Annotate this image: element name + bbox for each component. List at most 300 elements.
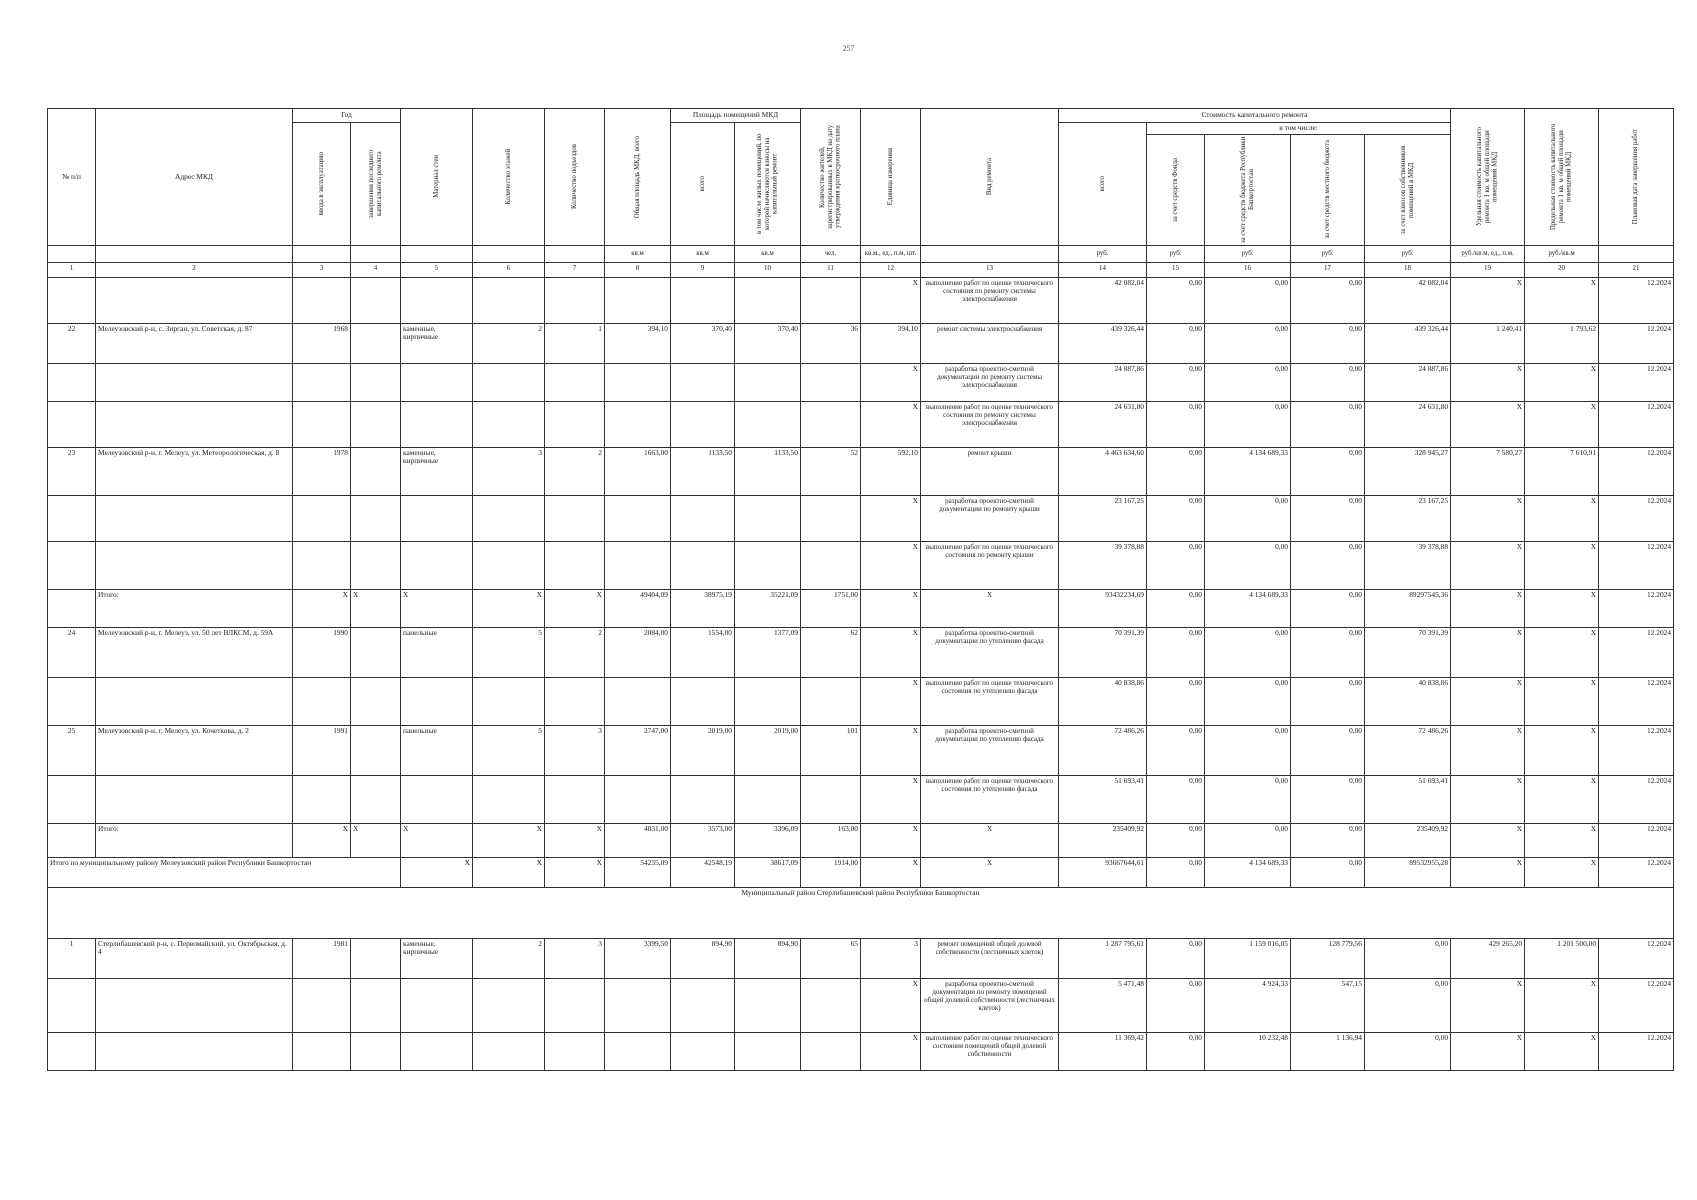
- cell-mb: 0,00: [1291, 627, 1365, 677]
- cell-q: X: [861, 857, 921, 887]
- cell-ar: [671, 363, 735, 401]
- cell-y1: [293, 775, 351, 823]
- cell-pr: X: [1525, 775, 1599, 823]
- header-num: № п/п: [48, 109, 96, 246]
- cell-ent: X: [545, 857, 605, 887]
- cell-ent: [545, 495, 605, 541]
- cell-f: 0,00: [1147, 627, 1205, 677]
- cell-ud: X: [1451, 823, 1525, 857]
- cell-ar: 42548,19: [671, 857, 735, 887]
- cell-own: 0,00: [1365, 978, 1451, 1032]
- cell-s: 93432234,69: [1059, 589, 1147, 627]
- cell-own: 89532955,28: [1365, 857, 1451, 887]
- cell-total: 2747,00: [605, 725, 671, 775]
- cell-pr: X: [1525, 725, 1599, 775]
- cell-ent: 2: [545, 447, 605, 495]
- cell-ar: 38975,19: [671, 589, 735, 627]
- cell-y2: X: [351, 589, 401, 627]
- cell-fl: 2: [473, 323, 545, 363]
- cell-ud: X: [1451, 495, 1525, 541]
- unit-cell: руб.: [1205, 245, 1291, 262]
- cell-d: 12.2024: [1599, 775, 1674, 823]
- cell-own: 235409,92: [1365, 823, 1451, 857]
- cell-d: 12.2024: [1599, 677, 1674, 725]
- cell-n: [48, 1032, 96, 1070]
- cell-n: 22: [48, 323, 96, 363]
- cell-work: выполнение работ по оценке технического состояния по ремонту системы электроснабжения: [921, 277, 1059, 323]
- cell-rb: 0,00: [1205, 363, 1291, 401]
- cell-f: 0,00: [1147, 363, 1205, 401]
- cell-work: выполнение работ по оценке технического состояния помещений общей долевой собственности: [921, 1032, 1059, 1070]
- cell-y2: [351, 277, 401, 323]
- cell-ent: [545, 978, 605, 1032]
- cell-pr: X: [1525, 495, 1599, 541]
- cell-ent: 3: [545, 938, 605, 978]
- cell-pr: X: [1525, 277, 1599, 323]
- cell-f: 0,00: [1147, 857, 1205, 887]
- cell-f: 0,00: [1147, 978, 1205, 1032]
- cell-y2: [351, 725, 401, 775]
- cell-total: 394,10: [605, 323, 671, 363]
- cell-addr: Стерлибашевский р-н, с. Первомайский, ул. Октябрьская, д. 4: [96, 938, 293, 978]
- cell-liv: [735, 775, 801, 823]
- cell-mat: панельные: [401, 627, 473, 677]
- cell-liv: [735, 277, 801, 323]
- cell-q: X: [861, 775, 921, 823]
- cell-fl: [473, 775, 545, 823]
- cell-own: 0,00: [1365, 1032, 1451, 1070]
- cell-ar: [671, 277, 735, 323]
- cell-total: 2084,00: [605, 627, 671, 677]
- column-number: 11: [801, 262, 861, 277]
- cell-y2: [351, 978, 401, 1032]
- cell-pr: X: [1525, 823, 1599, 857]
- cell-ar: [671, 495, 735, 541]
- cell-res: 101: [801, 725, 861, 775]
- cell-addr: [96, 978, 293, 1032]
- cell-fl: 3: [473, 447, 545, 495]
- cell-s: 23 167,25: [1059, 495, 1147, 541]
- cell-liv: [735, 978, 801, 1032]
- cell-total: 3399,50: [605, 938, 671, 978]
- cell-f: 0,00: [1147, 677, 1205, 725]
- cell-f: 0,00: [1147, 401, 1205, 447]
- cell-pr: 1 201 500,00: [1525, 938, 1599, 978]
- cell-res: 65: [801, 938, 861, 978]
- cell-ar: 1554,00: [671, 627, 735, 677]
- column-number: 5: [401, 262, 473, 277]
- cell-q: X: [861, 823, 921, 857]
- cell-ud: X: [1451, 857, 1525, 887]
- cell-rb: 1 159 016,05: [1205, 938, 1291, 978]
- column-number: 21: [1599, 262, 1674, 277]
- cell-y1: [293, 541, 351, 589]
- cell-mb: 0,00: [1291, 401, 1365, 447]
- cell-res: [801, 677, 861, 725]
- cell-n: [48, 401, 96, 447]
- cell-ud: X: [1451, 277, 1525, 323]
- cell-work: разработка проектно-сметной документации по утеплению фасада: [921, 725, 1059, 775]
- cell-addr: Мелеузовский р-н, г. Мелеуз, ул. Кочеткова, д. 2: [96, 725, 293, 775]
- cell-d: 12.2024: [1599, 857, 1674, 887]
- unit-cell: кв.м: [671, 245, 735, 262]
- cell-res: 163,00: [801, 823, 861, 857]
- cell-y1: [293, 363, 351, 401]
- header-floors: Количество этажей: [473, 109, 545, 246]
- cell-liv: [735, 541, 801, 589]
- cell-res: 52: [801, 447, 861, 495]
- column-number: 20: [1525, 262, 1599, 277]
- cell-work: разработка проектно-сметной документации по ремонту крыши: [921, 495, 1059, 541]
- cell-rb: 0,00: [1205, 823, 1291, 857]
- cell-ar: 2019,00: [671, 725, 735, 775]
- cell-ud: X: [1451, 627, 1525, 677]
- cell-mb: 0,00: [1291, 277, 1365, 323]
- cell-n: [48, 363, 96, 401]
- cell-fl: [473, 541, 545, 589]
- table-row: [48, 725, 1674, 775]
- table-row: [48, 277, 1674, 323]
- cell-mat: [401, 363, 473, 401]
- section-title-row: [48, 887, 1674, 938]
- cell-rb: 4 134 689,33: [1205, 447, 1291, 495]
- cell-liv: [735, 495, 801, 541]
- header-rb-budget: за счет средств бюджета Республики Башкортостан: [1205, 134, 1291, 245]
- cell-q: X: [861, 627, 921, 677]
- header-cost-total: всего: [1059, 123, 1147, 246]
- cell-work: X: [921, 589, 1059, 627]
- header-unit-cost: Удельная стоимость капитального ремонта 1 кв. м общей площади помещений МКД: [1451, 109, 1525, 246]
- cell-n: [48, 589, 96, 627]
- cell-liv: 35221,09: [735, 589, 801, 627]
- cell-total: [605, 1032, 671, 1070]
- header-area-group: Площадь помещений МКД: [671, 109, 801, 123]
- cell-rb: 0,00: [1205, 541, 1291, 589]
- cell-q: X: [861, 725, 921, 775]
- cell-s: 24 631,80: [1059, 401, 1147, 447]
- header-entrances: Количество подъездов: [545, 109, 605, 246]
- cell-total: 54235,09: [605, 857, 671, 887]
- cell-ud: 1 240,41: [1451, 323, 1525, 363]
- cell-s: 72 486,26: [1059, 725, 1147, 775]
- cell-rb: 0,00: [1205, 677, 1291, 725]
- cell-res: 62: [801, 627, 861, 677]
- cell-addr: [96, 277, 293, 323]
- cell-f: 0,00: [1147, 725, 1205, 775]
- cell-rb: 4 134 689,33: [1205, 857, 1291, 887]
- cell-ar: [671, 677, 735, 725]
- header-wall-material: Материал стен: [401, 109, 473, 246]
- cell-pr: X: [1525, 589, 1599, 627]
- cell-rb: 0,00: [1205, 401, 1291, 447]
- cell-res: 1751,00: [801, 589, 861, 627]
- cell-liv: [735, 677, 801, 725]
- column-number: 3: [293, 262, 351, 277]
- cell-d: 12.2024: [1599, 323, 1674, 363]
- header-planned-date: Плановая дата завершения работ: [1599, 109, 1674, 246]
- cell-n: [48, 823, 96, 857]
- cell-total: 49404,09: [605, 589, 671, 627]
- cell-y2: [351, 363, 401, 401]
- cell-fl: 5: [473, 725, 545, 775]
- cell-rb: 0,00: [1205, 725, 1291, 775]
- cell-n: [48, 495, 96, 541]
- cell-ent: [545, 277, 605, 323]
- cell-ud: X: [1451, 401, 1525, 447]
- cell-ent: 1: [545, 323, 605, 363]
- cell-mat: [401, 978, 473, 1032]
- cell-d: 12.2024: [1599, 938, 1674, 978]
- header-cost-group: Стоимость капитального ремонта: [1059, 109, 1451, 123]
- cell-y2: [351, 1032, 401, 1070]
- column-number: 2: [96, 262, 293, 277]
- column-number: 1: [48, 262, 96, 277]
- header-area-living: в том числе жилых помещений, по которой начисляются взносы на капитальный ремонт: [735, 123, 801, 246]
- cell-fl: X: [473, 589, 545, 627]
- cell-q: X: [861, 277, 921, 323]
- cell-mat: [401, 277, 473, 323]
- cell-ent: [545, 1032, 605, 1070]
- cell-s: 70 391,39: [1059, 627, 1147, 677]
- table-row: [48, 1032, 1674, 1070]
- cell-rb: 0,00: [1205, 775, 1291, 823]
- cell-total: [605, 978, 671, 1032]
- cell-mb: 0,00: [1291, 323, 1365, 363]
- page-number: 257: [842, 44, 855, 53]
- cell-y1: X: [293, 589, 351, 627]
- cell-ud: X: [1451, 978, 1525, 1032]
- cell-pr: X: [1525, 627, 1599, 677]
- cell-total: 4831,00: [605, 823, 671, 857]
- cell-fl: 5: [473, 627, 545, 677]
- cell-n: [48, 541, 96, 589]
- table-row: [48, 495, 1674, 541]
- cell-d: 12.2024: [1599, 541, 1674, 589]
- cell-mb: 1 136,94: [1291, 1032, 1365, 1070]
- cell-fl: [473, 363, 545, 401]
- cell-ud: X: [1451, 1032, 1525, 1070]
- cell-f: 0,00: [1147, 823, 1205, 857]
- header-address: Адрес МКД: [96, 109, 293, 246]
- cell-s: 51 693,41: [1059, 775, 1147, 823]
- cell-ar: 370,40: [671, 323, 735, 363]
- cell-own: 23 167,25: [1365, 495, 1451, 541]
- cell-liv: 894,90: [735, 938, 801, 978]
- cell-own: 72 486,26: [1365, 725, 1451, 775]
- column-number: 6: [473, 262, 545, 277]
- cell-d: 12.2024: [1599, 725, 1674, 775]
- column-number: 7: [545, 262, 605, 277]
- cell-fl: [473, 677, 545, 725]
- cell-f: 0,00: [1147, 495, 1205, 541]
- cell-liv: 1377,09: [735, 627, 801, 677]
- cell-liv: 38617,09: [735, 857, 801, 887]
- cell-mb: 547,15: [1291, 978, 1365, 1032]
- cell-own: 39 378,88: [1365, 541, 1451, 589]
- cell-own: 24 631,80: [1365, 401, 1451, 447]
- header-area-total: всего: [671, 123, 735, 246]
- cell-mat: каменные, кирпичные: [401, 938, 473, 978]
- cell-res: [801, 978, 861, 1032]
- cell-y1: [293, 401, 351, 447]
- cell-work: ремонт помещений общей долевой собственности (лестничных клеток): [921, 938, 1059, 978]
- cell-y2: [351, 401, 401, 447]
- cell-own: 70 391,39: [1365, 627, 1451, 677]
- column-number: 12: [861, 262, 921, 277]
- cell-d: 12.2024: [1599, 823, 1674, 857]
- cell-f: 0,00: [1147, 541, 1205, 589]
- cell-pr: X: [1525, 677, 1599, 725]
- cell-mat: [401, 775, 473, 823]
- header-year-last-repair: завершения последнего капитального ремонта: [351, 123, 401, 246]
- column-number: 17: [1291, 262, 1365, 277]
- cell-f: 0,00: [1147, 1032, 1205, 1070]
- cell-ent: X: [545, 589, 605, 627]
- cell-rb: 10 232,48: [1205, 1032, 1291, 1070]
- cell-ud: X: [1451, 589, 1525, 627]
- cell-y2: [351, 775, 401, 823]
- cell-d: 12.2024: [1599, 978, 1674, 1032]
- cell-pr: X: [1525, 401, 1599, 447]
- cell-ar: [671, 775, 735, 823]
- cell-addr: [96, 363, 293, 401]
- table-row: [48, 677, 1674, 725]
- header-max-cost: Предельная стоимость капитального ремонта 1 кв. м общей площади помещений МКД: [1525, 109, 1599, 246]
- cell-d: 12.2024: [1599, 627, 1674, 677]
- cell-d: 12.2024: [1599, 447, 1674, 495]
- column-number: 19: [1451, 262, 1525, 277]
- cell-res: [801, 495, 861, 541]
- cell-n: 23: [48, 447, 96, 495]
- table-row: [48, 823, 1674, 857]
- cell-own: 328 945,27: [1365, 447, 1451, 495]
- cell-rb: 0,00: [1205, 323, 1291, 363]
- cell-work: ремонт крыши: [921, 447, 1059, 495]
- cell-y2: [351, 677, 401, 725]
- cell-ar: [671, 401, 735, 447]
- cell-pr: X: [1525, 363, 1599, 401]
- cell-liv: 3396,09: [735, 823, 801, 857]
- cell-rb: 4 924,33: [1205, 978, 1291, 1032]
- cell-y1: 1981: [293, 938, 351, 978]
- cell-n: [48, 677, 96, 725]
- cell-pr: 1 793,62: [1525, 323, 1599, 363]
- cell-q: X: [861, 495, 921, 541]
- table-row: [48, 323, 1674, 363]
- cell-res: [801, 401, 861, 447]
- cell-pr: X: [1525, 857, 1599, 887]
- cell-y1: [293, 1032, 351, 1070]
- cell-mb: 0,00: [1291, 857, 1365, 887]
- cell-liv: 1133,50: [735, 447, 801, 495]
- cell-mb: 0,00: [1291, 775, 1365, 823]
- cell-liv: [735, 401, 801, 447]
- cell-mat: [401, 541, 473, 589]
- table-row: [48, 775, 1674, 823]
- cell-y1: 1990: [293, 627, 351, 677]
- cell-addr: [96, 401, 293, 447]
- cell-q: 394,10: [861, 323, 921, 363]
- header-local-budget: за счет средств местного бюджета: [1291, 134, 1365, 245]
- cell-mb: 0,00: [1291, 725, 1365, 775]
- cell-rb: 0,00: [1205, 277, 1291, 323]
- cell-d: 12.2024: [1599, 589, 1674, 627]
- cell-total: [605, 541, 671, 589]
- cell-work: разработка проектно-сметной документации по ремонту системы электроснабжения: [921, 363, 1059, 401]
- column-number: 16: [1205, 262, 1291, 277]
- cell-own: 51 693,41: [1365, 775, 1451, 823]
- cell-ar: [671, 541, 735, 589]
- cell-mat: [401, 1032, 473, 1070]
- header-total-area: Общая площадь МКД, всего: [605, 109, 671, 246]
- capital-repair-table: [47, 108, 1674, 1071]
- cell-q: X: [861, 677, 921, 725]
- header-year-group: Год: [293, 109, 401, 123]
- cell-y2: X: [351, 823, 401, 857]
- cell-addr: Мелеузовский р-н, г. Мелеуз, ул. 50 лет ВЛКСМ, д. 59А: [96, 627, 293, 677]
- unit-cell: чел.: [801, 245, 861, 262]
- cell-q: X: [861, 401, 921, 447]
- cell-f: 0,00: [1147, 938, 1205, 978]
- cell-mat: каменные, кирпичные: [401, 447, 473, 495]
- cell-pr: X: [1525, 541, 1599, 589]
- cell-s: 24 887,86: [1059, 363, 1147, 401]
- cell-own: 40 838,86: [1365, 677, 1451, 725]
- table-row: [48, 627, 1674, 677]
- cell-total: [605, 677, 671, 725]
- cell-addr: [96, 1032, 293, 1070]
- cell-work: выполнение работ по оценке технического состояния по ремонту системы электроснабжения: [921, 401, 1059, 447]
- unit-cell: руб.: [1365, 245, 1451, 262]
- cell-own: 89297545,36: [1365, 589, 1451, 627]
- cell-work: разработка проектно-сметной документации по ремонту помещений общей долевой собственности (лестничных клеток): [921, 978, 1059, 1032]
- cell-q: 3: [861, 938, 921, 978]
- column-number: 14: [1059, 262, 1147, 277]
- header-unit: Единица измерения: [861, 109, 921, 246]
- cell-s: 235409,92: [1059, 823, 1147, 857]
- cell-total: 1663,00: [605, 447, 671, 495]
- table-row: [48, 401, 1674, 447]
- cell-ar: [671, 978, 735, 1032]
- cell-rb: 0,00: [1205, 627, 1291, 677]
- cell-mb: 0,00: [1291, 677, 1365, 725]
- unit-cell: кв.м: [735, 245, 801, 262]
- cell-mb: 0,00: [1291, 823, 1365, 857]
- column-number: 10: [735, 262, 801, 277]
- cell-ar: 3573,00: [671, 823, 735, 857]
- cell-fl: X: [473, 823, 545, 857]
- cell-d: 12.2024: [1599, 363, 1674, 401]
- cell-res: [801, 541, 861, 589]
- cell-y1: [293, 277, 351, 323]
- cell-y2: [351, 495, 401, 541]
- table-row: [48, 541, 1674, 589]
- header-repair-type: Вид ремонта: [921, 109, 1059, 246]
- cell-y1: 1968: [293, 323, 351, 363]
- header-incl: в том числе:: [1147, 123, 1451, 135]
- unit-cell: руб.: [1059, 245, 1147, 262]
- cell-f: 0,00: [1147, 323, 1205, 363]
- cell-n: [48, 978, 96, 1032]
- cell-f: 0,00: [1147, 589, 1205, 627]
- unit-cell: кв.м., ед., п.м, шт.: [861, 245, 921, 262]
- cell-s: 39 378,88: [1059, 541, 1147, 589]
- cell-work: X: [921, 857, 1059, 887]
- table-row: [48, 363, 1674, 401]
- cell-s: 40 838,86: [1059, 677, 1147, 725]
- header-residents: Количество жителей, зарегистрированных в МКД на дату утверждения краткосрочного плана: [801, 109, 861, 246]
- cell-y1: [293, 978, 351, 1032]
